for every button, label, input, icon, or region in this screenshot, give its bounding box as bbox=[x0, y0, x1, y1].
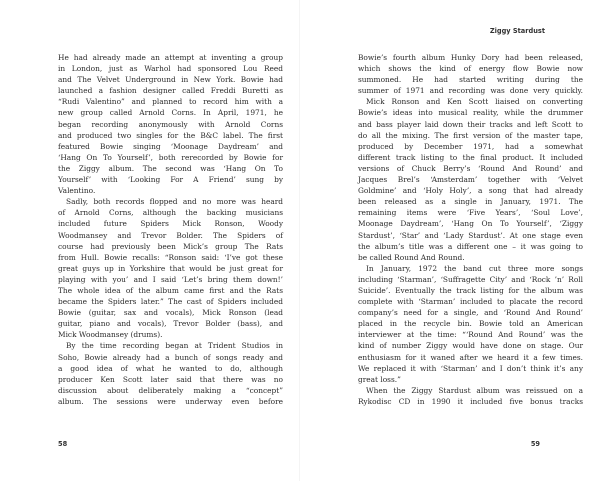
text-line: playing with you’ and I said ‘Let’s bring them down!’ bbox=[58, 274, 283, 284]
running-head: Ziggy Stardust bbox=[489, 27, 545, 35]
text-line: When the Ziggy Stardust album was reissued on a bbox=[366, 385, 583, 395]
text-line: Mick Woodmansey (drums). bbox=[58, 330, 163, 340]
text-line: Bowie’s fourth album Hunky Dory had been released, bbox=[358, 53, 583, 62]
text-line: the Ziggy album. The second was ‘Hang On To bbox=[58, 163, 283, 173]
text-line: In January, 1972 the band cut three more songs bbox=[366, 263, 583, 273]
text-line: Moonage Daydream’, ‘Hang On To Yourself’, ‘Ziggy bbox=[358, 219, 583, 229]
text-line: summoned. He had started writing during the bbox=[358, 75, 583, 85]
text-line: course had previously been Mick’s group The Rats bbox=[58, 241, 283, 251]
text-line: great guys up in Yorkshire that would be just great for bbox=[58, 263, 283, 273]
text-line: By the time recording began at Trident Studios in bbox=[66, 341, 283, 351]
right-page bbox=[300, 0, 600, 481]
text-line: complete with ‘Starman’ included to placate the record bbox=[358, 297, 583, 307]
text-line: summer of 1971 and recording was done very quickly. bbox=[358, 86, 583, 96]
text-line: the album’s title was a different one – it was going to bbox=[358, 241, 583, 251]
text-line: placed in the recycle bin. Bowie told an American bbox=[358, 319, 583, 329]
left-page-body-text bbox=[58, 52, 283, 407]
text-line: produced by December 1971, had a somewhat bbox=[358, 141, 583, 151]
text-line: and produced two singles for the B&C label. The first bbox=[58, 130, 283, 140]
right-page-body-text bbox=[358, 52, 583, 407]
text-line: Bowie (guitar, sax and vocals), Mick Ronson (lead bbox=[58, 308, 283, 318]
text-line: became the Spiders later.” The cast of Spiders included bbox=[58, 297, 283, 307]
text-line: featured Bowie singing ‘Moonage Daydream’ and bbox=[58, 141, 283, 151]
text-line: a good idea of what he wanted to do, although bbox=[58, 363, 283, 373]
text-line: album. The sessions were underway even before bbox=[58, 396, 283, 406]
text-line: Jacques Brel’s ‘Amsterdam’ together with ‘Velvet bbox=[358, 175, 583, 185]
text-line: Rykodisc CD in 1990 it included five bonus tracks bbox=[358, 396, 583, 406]
right-page-number: 59 bbox=[530, 440, 540, 448]
text-line: He had already made an attempt at inventing a group bbox=[58, 53, 283, 62]
text-line: versions of Chuck Berry’s ‘Round And Round’ and bbox=[358, 163, 583, 173]
text-line: producer Ken Scott later said that there was no bbox=[58, 374, 283, 384]
text-line: be called Round And Round. bbox=[358, 252, 465, 262]
text-line: kind of number Ziggy would have done on stage. Our bbox=[358, 341, 583, 351]
text-line: new group called Arnold Corns. In April, 1971, he bbox=[58, 108, 283, 118]
text-line: interviewer at the time: “‘Round And Round’ was the bbox=[358, 330, 583, 340]
text-line: of Arnold Corns, although the backing musicians bbox=[58, 208, 283, 218]
text-line: from Hull. Bowie recalls: “Ronson said: ‘I’ve got these bbox=[58, 252, 283, 262]
text-line: do all the mixing. The first version of the master tape, bbox=[358, 130, 583, 140]
text-line: enthusiasm for it waned after we heard it a few times. bbox=[358, 352, 583, 362]
text-line: Woodmansey and Trevor Bolder. The Spiders of bbox=[58, 230, 283, 240]
text-line: and The Velvet Underground in New York. Bowie had bbox=[58, 75, 283, 85]
text-line: Soho, Bowie already had a bunch of songs ready and bbox=[58, 352, 283, 362]
text-line: Stardust’, ‘Star’ and ‘Lady Stardust’. At one stage even bbox=[358, 230, 583, 240]
text-line: ‘Hang On To Yourself’, both rerecorded by Bowie for bbox=[58, 152, 283, 162]
text-line: began recording anonymously with Arnold Corns bbox=[58, 119, 283, 129]
text-line: Suicide’. Eventually the track listing for the album was bbox=[358, 285, 583, 295]
text-line: launched a fashion designer called Freddi Buretti as bbox=[58, 86, 283, 96]
text-line: and bass player laid down their tracks and left Scott to bbox=[358, 119, 583, 129]
text-line: guitar, piano and vocals), Trevor Bolder (bass), and bbox=[58, 319, 283, 329]
text-line: great loss.” bbox=[358, 374, 401, 384]
text-line: “Rudi Valentino” and planned to record him with a bbox=[58, 97, 283, 107]
left-page-number: 58 bbox=[58, 440, 68, 448]
text-line: been released as a single in January, 1971. The bbox=[358, 197, 583, 207]
text-line: Yourself’ with ‘Looking For A Friend’ sung by bbox=[58, 175, 283, 185]
text-line: Sadly, both records flopped and no more was heard bbox=[66, 197, 283, 207]
text-line: which shows the kind of energy flow Bowie now bbox=[358, 64, 583, 74]
text-line: company’s need for a single, and ‘Round And Round’ bbox=[358, 308, 583, 318]
text-line: Bowie’s ideas into musical reality, while the drummer bbox=[358, 108, 583, 118]
text-line: Goldmine’ and ‘Holy Holy’, a song that had already bbox=[358, 186, 583, 196]
text-line: remaining items were ‘Five Years’, ‘Soul Love’, bbox=[358, 208, 583, 218]
text-line: discussion about deliberately making a “concept” bbox=[58, 385, 283, 395]
text-line: We replaced it with ‘Starman’ and I don’t think it’s any bbox=[358, 363, 583, 373]
text-line: including ‘Starman’, ‘Suffragette City’ and ‘Rock ’n’ Roll bbox=[358, 274, 583, 284]
text-line: included future Spiders Mick Ronson, Woody bbox=[58, 219, 283, 229]
text-line: different track listing to the final product. It included bbox=[358, 152, 583, 162]
text-line: Mick Ronson and Ken Scott liaised on converting bbox=[366, 97, 583, 107]
text-line: Valentino. bbox=[58, 186, 96, 196]
text-line: in London, just as Warhol had sponsored Lou Reed bbox=[58, 64, 283, 74]
text-line: The whole idea of the album came first and the Rats bbox=[58, 285, 283, 295]
